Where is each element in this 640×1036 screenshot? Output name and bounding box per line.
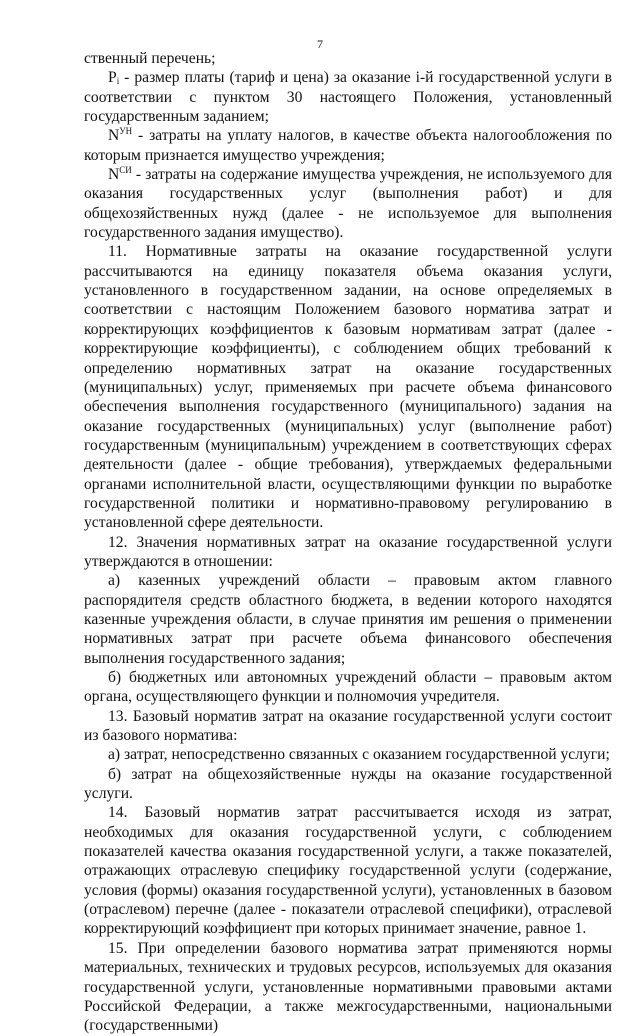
paragraph-13-a: а) затрат, непосредственно связанных с оказанием государственной услуги; bbox=[108, 746, 610, 764]
paragraph-15: 15. При определении базового норматива затрат применяются нормы материальных, технических и трудовых ресурсов, используемых для оказания государственной услуги, установленные нормативными правовыми актами Российской Федерации, а также межгосударственными, национальными (государственными) bbox=[84, 939, 612, 1035]
definition-nsi: $N^{СИ}$ - затраты на содержание имущества учреждения, не используемого для оказания государственных услуг (выполнения работ) и для общехозяйственных нужд (далее - не используемое для выполнения государственного задания имущество). bbox=[84, 165, 612, 242]
paragraph-12-b: б) бюджетных или автономных учреждений области – правовым актом органа, осуществляющего функции и полномочия учредителя. bbox=[84, 669, 612, 706]
paragraph-13-b: б) затрат на общехозяйственные нужды на оказание государственной услуги. bbox=[84, 765, 612, 803]
paragraph-12: 12. Значения нормативных затрат на оказание государственной услуги утверждаются в отношении: bbox=[84, 533, 612, 570]
paragraph-continuation: ственный перечень; bbox=[84, 50, 216, 67]
document-body bbox=[84, 49, 612, 1036]
paragraph-13: 13. Базовый норматив затрат на оказание государственной услуги состоит из базового норматива: bbox=[84, 707, 612, 745]
paragraph-11: 11. Нормативные затраты на оказание государственной услуги рассчитываются на единицу показателя объема оказания услуги, установленного в государственном задании, на основе определяемых в соответствии с настоящим Положением базового норматива затрат и корректирующих коэффициентов к базовым нормативам затрат (далее - корректирующие коэффициенты), с соблюдением общих требований к определению нормативных затрат на оказание государственных (муниципальных) услуг, применяемых при расчете объема финансового обеспечения выполнения государственного (муниципального) задания на оказание государственных (муниципальных) услуг (выполнение работ) государственным (муниципальным) учреждением в соответствующих сферах деятельности (далее - общие требования), утверждаемых федеральными органами исполнительной власти, осуществляющими функции по выработке государственной политики и нормативно-правовому регулированию в установленной сфере деятельности. bbox=[84, 243, 612, 532]
paragraph-12-a: а) казенных учреждений области – правовым актом главного распорядителя средств областного бюджета, в ведении которого находятся казенные учреждения области, в случае принятия им решения о применении нормативных затрат при расчете объема финансового обеспечения выполнения государственного задания; bbox=[84, 572, 612, 667]
definition-pi: $P_i$ - размер платы (тариф и цена) за оказание i-й государственной услуги в соответствии с пунктом 30 настоящего Положения, установленный государственным заданием; bbox=[84, 69, 612, 126]
page-number: 7 bbox=[317, 37, 323, 51]
paragraph-14: 14. Базовый норматив затрат рассчитывается исходя из затрат, необходимых для оказания государственной услуги, с соблюдением показателей качества оказания государственной услуги, а также показателей, отражающих отраслевую специфику государственной услуги (содержание, условия (формы) оказания государственной услуги), установленных в базовом (отраслевом) перечне (далее - показатели отраслевой специфики), отраслевой корректирующий коэффициент при которых принимает значение, равное 1. bbox=[84, 804, 612, 938]
definition-nun: $N^{УН}$ - затраты на уплату налогов, в качестве объекта налогообложения по которым признается имущество учреждения; bbox=[84, 126, 612, 164]
